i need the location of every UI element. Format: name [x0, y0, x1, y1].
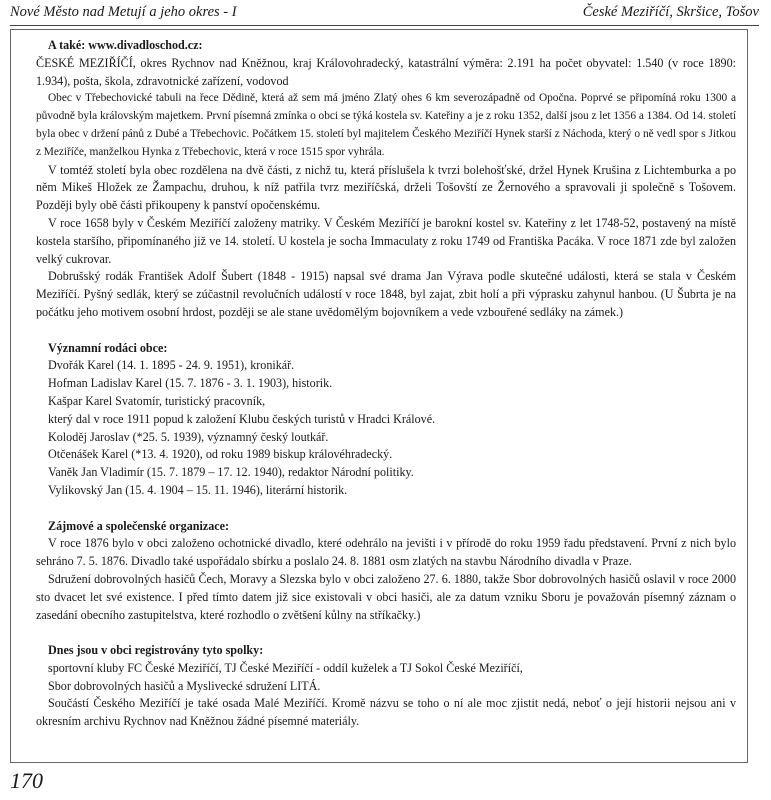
club-item: Sbor dobrovolných hasičů a Myslivecké sdružení LITÁ. — [48, 678, 321, 693]
native-item: Hofman Ladislav Karel (15. 7. 1876 - 3. 1. 1903), historik. — [48, 376, 333, 391]
header-rule — [10, 25, 759, 26]
intro-paragraph: ČESKÉ MEZIŘÍČÍ, okres Rychnov nad Kněžnou, kraj Královohradecký, katastrální výměra: 2.191 ha počet obyvatel: 1.540 (v roce 1890: 1.934), pošta, škola, zdravotnické zařízení, vodovod — [36, 55, 736, 88]
header-book-title: Nové Město nad Metují a jeho okres - I — [10, 4, 237, 20]
native-item: Vaněk Jan Vladimír (15. 7. 1879 – 17. 12. 1940), redaktor Národní politiky. — [48, 465, 414, 480]
spacer — [36, 624, 736, 642]
firefighters-paragraph: Sdružení dobrovolných hasičů Čech, Moravy a Slezska bylo v obci založeno 27. 6. 1880, takže Sbor dobrovolných hasičů oslavil v roce 2000 sto dvacet let své existence. I před tímto datem již sice existovali v obci hasiči, ale za datum vzniku Sboru je považován písemný záznam o zasedání obecního zastupitelstva, které rozhodlo o zvětšení kůlny na stříkačky.) — [36, 571, 736, 622]
native-item: Kašpar Karel Svatomír, turistický pracovník, — [48, 393, 266, 408]
native-item: který dal v roce 1911 popud k založení Klubu českých turistů v Hradci Králové. — [48, 411, 436, 426]
subert-paragraph: Dobrušský rodák František Adolf Šubert (1848 - 1915) napsal své drama Jan Výrava podle skutečné události, která se stala v Českém Meziříčí. Pyšný sedlák, který se zúčastnil revolučních událostí v roce 1848, byl zajat, zbit holí a při výprasku zahynul hanbou. (U Šubrta je na počátku jeho motivem osobní hrdost, později se ale stane uvědomělým bojovníkem a vede vzbouřené sedláky na zámek.) — [36, 269, 736, 319]
natives-heading: Významní rodáci obce: — [48, 340, 168, 355]
header-section-title: České Meziříčí, Skršice, Tošov — [582, 4, 759, 20]
native-item: Koloděj Jaroslav (*25. 5. 1939), významný český loutkář. — [48, 429, 329, 444]
spacer — [36, 500, 736, 518]
theatre-paragraph: V roce 1876 bylo v obci založeno ochotnické divadlo, které odehrálo na jevišti i v přírodě do roku 1959 řadu představení. První z nich bylo sehráno 7. 5. 1876. Divadlo také uspořádalo sbírku a poslalo 24. 8. 1881 osm zlatých na stavbu Národního divadla v Praze. — [36, 536, 736, 569]
native-item: Vylikovský Jan (15. 4. 1904 – 15. 11. 1946), literární historik. — [48, 482, 348, 497]
running-header — [10, 4, 759, 24]
clubs-heading: Dnes jsou v obci registrovány tyto spolky: — [48, 643, 264, 658]
closing-paragraph: Součástí Českého Meziříčí je také osada Malé Meziříčí. Kromě názvu se toho o ní ale moc zjistit nedá, neboť o její historii nejsou ani v okresním archivu Rychnov nad Kněžnou žádné písemné materiály. — [36, 696, 736, 729]
church-paragraph: V roce 1658 byly v Českém Meziříčí založeny matriky. V Českém Meziříčí je barokní kostel sv. Kateřiny z let 1748-52, postavený na místě kostela staršího, připomínaného již ve 14. století. U kostela je socha Immaculaty z roku 1749 od Františka Pacáka. V roce 1871 zde byl založen velký cukrovar. — [36, 215, 736, 266]
native-item: Dvořák Karel (14. 1. 1895 - 24. 9. 1951), kronikář. — [48, 358, 295, 373]
club-item: sportovní kluby FC České Meziříčí, TJ České Meziříčí - oddíl kuželek a TJ Sokol České Meziříčí, — [48, 660, 523, 675]
organizations-heading: Zájmové a společenské organizace: — [48, 518, 230, 533]
web-link-heading: A také: www.divadloschod.cz: — [48, 38, 203, 52]
native-item: Otčenášek Karel (*13. 4. 1920), od roku 1989 biskup královéhradecký. — [48, 447, 393, 462]
history-paragraph: Obec v Třebechovické tabuli na řece Dědině, která až sem má jméno Zlatý ohes 6 km severozápadně od Opočna. Poprvé se připomíná roku 1300 a původně byla královským majetkem. První písemná zmínka o obci se týká kostela sv. Kateřiny a je z roku 1352, další jsou z let 1356 a 1384. Od 14. století byla obec v držení pánů z Dubé a Třebechovic. Počátkem 15. století byl majitelem Českého Meziříčí Hynek starší z Náchoda, který o ně vedl spor s Jitkou z Meziříče, manželkou Hynka z Třebechovic, která v roce 1515 spor vyhrála. — [36, 92, 736, 158]
page-number: 170 — [10, 768, 43, 793]
division-paragraph: V tomtéž století byla obec rozdělena na dvě části, z nichž tu, která příslušela k tvrzi bolehošťské, držel Hynek Krušina z Lichtemburka a po něm Mikeš Hložek ze Žampachu, druhou, k níž patřila tvrz meziříčská, drželi Tošovští ze Žernového a spravovali ji společně s Tošovem. Později byly obě části přikoupeny k panství opočenskému. — [36, 162, 736, 213]
article-body — [36, 37, 736, 731]
spacer — [36, 322, 736, 340]
